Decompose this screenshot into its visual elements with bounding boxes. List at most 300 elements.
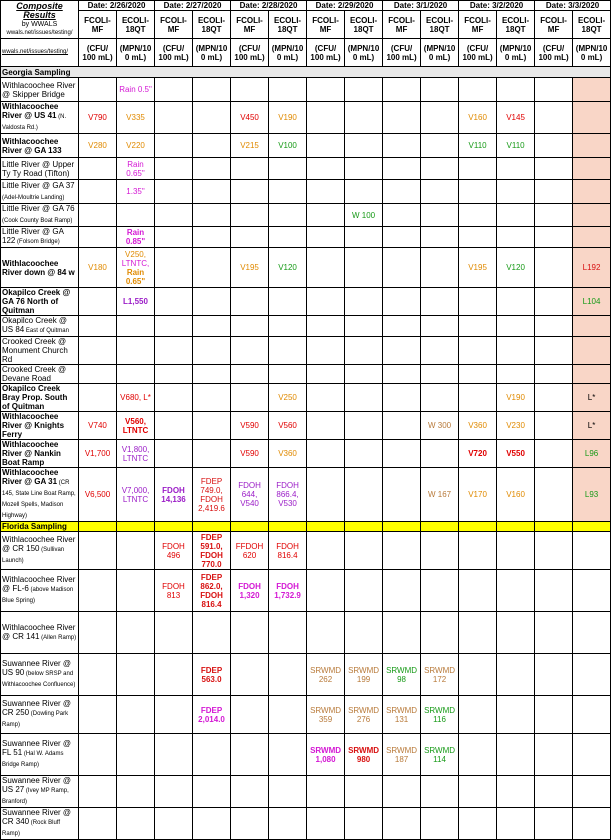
value-cell — [535, 337, 573, 365]
value-cell — [79, 384, 117, 412]
site-name — [1, 808, 79, 840]
value-cell — [383, 158, 421, 180]
value-cell — [345, 570, 383, 612]
value-cell — [79, 158, 117, 180]
value-cell — [193, 612, 231, 654]
value-cell — [345, 227, 383, 248]
value-text: V220 — [126, 141, 145, 150]
site-label: Withlacoochee River @ Skipper Bridge — [2, 80, 76, 99]
value-cell — [383, 248, 421, 288]
value-cell — [459, 316, 497, 337]
value-cell — [307, 365, 345, 384]
value-cell — [573, 776, 611, 808]
value-text: V720 — [468, 449, 487, 458]
value-text: V550 — [506, 449, 525, 458]
table-row — [1, 734, 611, 776]
site-name — [1, 134, 79, 158]
value-cell — [383, 440, 421, 468]
value-text: V590 — [240, 421, 259, 430]
value-cell — [535, 532, 573, 570]
value-cell — [231, 440, 269, 468]
value-cell — [79, 532, 117, 570]
value-cell — [117, 288, 155, 316]
value-text: V740 — [88, 421, 107, 430]
value-text: W 100 — [351, 210, 376, 220]
value-cell — [231, 808, 269, 840]
unit-header: (MPN/10 0 mL) — [345, 39, 383, 67]
value-cell — [155, 316, 193, 337]
value-cell — [345, 734, 383, 776]
unit-header: (CFU/ 100 mL) — [383, 39, 421, 67]
column-header-col-a: FCOLI-MF — [459, 11, 497, 39]
value-cell — [497, 365, 535, 384]
value-cell — [535, 570, 573, 612]
site-label: Suwannee River @ CR 340 — [2, 808, 72, 826]
value-text: 1.35" — [126, 187, 145, 196]
value-cell — [421, 316, 459, 337]
value-cell — [231, 248, 269, 288]
value-cell — [535, 808, 573, 840]
table-row — [1, 654, 611, 696]
value-text: V250 — [278, 393, 297, 402]
value-cell — [459, 365, 497, 384]
value-cell — [459, 734, 497, 776]
value-cell — [79, 365, 117, 384]
value-cell — [307, 180, 345, 204]
value-cell — [231, 134, 269, 158]
value-cell — [79, 734, 117, 776]
site-name — [1, 78, 79, 102]
site-sublabel: (Dowling Park Ramp) — [2, 711, 69, 728]
value-cell — [193, 337, 231, 365]
value-cell — [155, 78, 193, 102]
value-text: V190 — [506, 393, 525, 402]
value-cell — [193, 248, 231, 288]
value-cell — [117, 412, 155, 440]
value-cell — [383, 316, 421, 337]
value-cell — [421, 440, 459, 468]
value-cell — [307, 734, 345, 776]
value-cell — [231, 776, 269, 808]
site-sublabel: (N. Valdosta Rd.) — [2, 114, 67, 131]
value-cell — [383, 696, 421, 734]
value-cell — [459, 158, 497, 180]
value-text: SRWMD 98 — [386, 665, 418, 684]
column-header-col-a: FCOLI-MF — [79, 11, 117, 39]
value-text: SRWMD 114 — [424, 745, 456, 764]
value-text: V190 — [278, 113, 297, 122]
section-fill — [383, 522, 421, 532]
site-label: Little River @ GA 122 — [2, 227, 64, 245]
value-cell — [193, 384, 231, 412]
site-sublabel: (Hal W. Adams Bridge Ramp) — [2, 751, 64, 768]
table-row — [1, 532, 611, 570]
value-cell — [155, 248, 193, 288]
value-cell — [573, 384, 611, 412]
value-cell — [459, 248, 497, 288]
site-label: Withlacoochee River @ US 41 — [2, 102, 59, 120]
value-cell — [345, 440, 383, 468]
value-cell — [117, 570, 155, 612]
value-cell — [497, 288, 535, 316]
value-text: FDOH 1,320 — [238, 581, 261, 600]
value-cell — [307, 248, 345, 288]
date-header-3: Date: 2/29/2020 — [307, 1, 383, 11]
table-row — [1, 365, 611, 384]
column-header-col-b: ECOLI-18QT — [421, 11, 459, 39]
value-text: FDOH 496 — [162, 541, 185, 560]
value-cell — [269, 248, 307, 288]
value-cell — [269, 158, 307, 180]
value-cell — [383, 384, 421, 412]
value-part: LTNTC, — [121, 258, 150, 268]
date-header-0: Date: 2/26/2020 — [79, 1, 155, 11]
value-cell — [383, 78, 421, 102]
value-cell — [231, 227, 269, 248]
value-cell — [307, 440, 345, 468]
site-sublabel: (CR 145, State Line Boat Ramp, Mozell Spells, Madison Highway) — [2, 480, 76, 519]
value-cell — [345, 532, 383, 570]
value-cell — [573, 248, 611, 288]
value-text: V120 — [506, 263, 525, 272]
value-text: FDOH 644, V540 — [238, 481, 261, 508]
value-cell — [497, 696, 535, 734]
value-cell — [117, 696, 155, 734]
value-cell — [79, 440, 117, 468]
value-cell — [459, 227, 497, 248]
value-cell — [497, 316, 535, 337]
value-cell — [497, 78, 535, 102]
table-row — [1, 440, 611, 468]
value-cell — [497, 158, 535, 180]
section-fill — [155, 522, 193, 532]
value-cell — [535, 365, 573, 384]
value-cell — [383, 288, 421, 316]
value-text: FDEP 563.0 — [200, 665, 223, 684]
unit-header: (CFU/ 100 mL) — [231, 39, 269, 67]
value-cell — [345, 158, 383, 180]
value-cell — [459, 412, 497, 440]
value-cell — [231, 654, 269, 696]
site-name — [1, 654, 79, 696]
value-cell — [573, 532, 611, 570]
value-cell — [269, 78, 307, 102]
table-row — [1, 808, 611, 840]
value-cell — [421, 78, 459, 102]
value-cell — [459, 696, 497, 734]
value-cell — [79, 612, 117, 654]
site-name — [1, 204, 79, 227]
value-cell — [269, 532, 307, 570]
value-cell — [307, 158, 345, 180]
url-link[interactable]: wwals.net/issues/testing/ — [1, 39, 79, 67]
value-cell — [155, 337, 193, 365]
value-cell — [535, 412, 573, 440]
value-cell — [193, 78, 231, 102]
value-cell — [383, 776, 421, 808]
value-text: V560, LTNTC — [122, 416, 149, 435]
value-cell — [421, 776, 459, 808]
section-florida: Florida Sampling — [1, 522, 79, 532]
section-fill — [497, 522, 535, 532]
unit-header: (MPN/10 0 mL) — [269, 39, 307, 67]
column-header-col-b: ECOLI-18QT — [573, 11, 611, 39]
site-label: Withlacoochee River @ FL-6 — [2, 575, 76, 593]
value-cell — [307, 696, 345, 734]
value-cell — [193, 570, 231, 612]
value-cell — [117, 654, 155, 696]
value-text: W 300 — [428, 421, 452, 430]
value-cell — [573, 227, 611, 248]
value-cell — [155, 808, 193, 840]
value-cell — [535, 134, 573, 158]
value-text: FDOH 14,136 — [161, 485, 186, 504]
value-text: FDOH 1,732.9 — [274, 581, 301, 600]
value-cell — [459, 570, 497, 612]
column-header-col-a: FCOLI-MF — [231, 11, 269, 39]
value-text: FDOH 816.4 — [276, 541, 299, 560]
value-cell — [155, 102, 193, 134]
site-label: Crooked Creek @ Monument Church Rd — [2, 337, 68, 364]
value-text: L* — [587, 421, 596, 430]
table-row — [1, 412, 611, 440]
value-cell — [117, 204, 155, 227]
site-name — [1, 776, 79, 808]
value-cell — [231, 412, 269, 440]
value-cell — [421, 180, 459, 204]
date-header-5: Date: 3/2/2020 — [459, 1, 535, 11]
value-cell — [573, 102, 611, 134]
value-cell — [155, 134, 193, 158]
value-cell — [155, 654, 193, 696]
value-cell — [535, 78, 573, 102]
value-cell — [535, 384, 573, 412]
value-cell — [117, 337, 155, 365]
value-text: V590 — [240, 449, 259, 458]
value-cell — [497, 468, 535, 522]
value-cell — [269, 365, 307, 384]
value-cell — [421, 570, 459, 612]
unit-header: (MPN/10 0 mL) — [421, 39, 459, 67]
value-cell — [117, 734, 155, 776]
value-text: FDEP 2,014.0 — [198, 705, 225, 724]
site-label: Okapilco Creek Bray Prop. South of Quitman — [2, 384, 68, 411]
value-cell — [155, 468, 193, 522]
site-label: Withlacoochee River @ GA 31 — [2, 468, 59, 486]
value-text: V450 — [240, 113, 259, 122]
site-label: Suwannee River @ US 90 — [2, 659, 72, 677]
value-cell — [269, 570, 307, 612]
value-cell — [79, 288, 117, 316]
value-cell — [345, 412, 383, 440]
value-text: L1,550 — [123, 297, 148, 306]
date-header-4: Date: 3/1/2020 — [383, 1, 459, 11]
value-cell — [535, 180, 573, 204]
value-cell — [193, 412, 231, 440]
value-cell — [573, 180, 611, 204]
value-cell — [155, 384, 193, 412]
value-text: V280 — [88, 141, 107, 150]
section-fill — [535, 522, 573, 532]
value-cell — [231, 288, 269, 316]
value-cell — [79, 412, 117, 440]
site-label: Suwannee River @ US 27 — [2, 776, 72, 794]
value-cell — [459, 808, 497, 840]
value-cell — [79, 570, 117, 612]
value-cell — [231, 612, 269, 654]
value-cell — [383, 227, 421, 248]
value-cell — [117, 158, 155, 180]
section-fill — [269, 522, 307, 532]
value-cell — [421, 654, 459, 696]
value-cell — [535, 316, 573, 337]
value-cell — [231, 204, 269, 227]
value-cell — [155, 365, 193, 384]
site-name — [1, 316, 79, 337]
value-cell — [307, 316, 345, 337]
value-cell — [79, 227, 117, 248]
value-text: V180 — [88, 263, 107, 272]
table-row — [1, 468, 611, 522]
value-cell — [383, 204, 421, 227]
value-cell — [497, 776, 535, 808]
value-cell — [269, 654, 307, 696]
site-name — [1, 468, 79, 522]
value-text: V1,800, LTNTC — [121, 444, 150, 463]
value-cell — [535, 654, 573, 696]
value-cell — [117, 612, 155, 654]
value-cell — [193, 365, 231, 384]
value-cell — [573, 570, 611, 612]
value-text: SRWMD 1,080 — [310, 745, 342, 764]
value-text: FDEP 862.0, FDOH 816.4 — [200, 572, 223, 609]
value-text: V215 — [240, 141, 259, 150]
value-cell — [535, 696, 573, 734]
value-cell — [79, 78, 117, 102]
value-text: V6,500 — [84, 490, 111, 499]
site-name — [1, 365, 79, 384]
value-cell — [155, 440, 193, 468]
value-text: V100 — [278, 141, 297, 150]
value-text: V145 — [506, 113, 525, 122]
site-name — [1, 440, 79, 468]
value-cell — [573, 440, 611, 468]
table-row — [1, 180, 611, 204]
value-cell — [117, 468, 155, 522]
value-cell — [231, 384, 269, 412]
value-cell — [421, 412, 459, 440]
value-cell — [79, 204, 117, 227]
column-header-col-a: FCOLI-MF — [535, 11, 573, 39]
value-cell — [383, 365, 421, 384]
value-part: Rain 0.65" — [125, 267, 146, 286]
value-cell — [497, 808, 535, 840]
value-cell — [231, 570, 269, 612]
table-row — [1, 570, 611, 612]
value-text: V7,000, LTNTC — [121, 485, 150, 504]
value-text: V170 — [468, 490, 487, 499]
value-cell — [269, 288, 307, 316]
value-cell — [79, 337, 117, 365]
value-cell — [383, 808, 421, 840]
site-label: Little River @ Upper Ty Ty Road (Tifton) — [2, 159, 75, 178]
value-cell — [497, 440, 535, 468]
column-header-col-a: FCOLI-MF — [383, 11, 421, 39]
column-header-col-b: ECOLI-18QT — [497, 11, 535, 39]
value-cell — [193, 134, 231, 158]
value-cell — [269, 468, 307, 522]
value-cell — [117, 248, 155, 288]
section-fill — [345, 522, 383, 532]
site-name — [1, 612, 79, 654]
value-cell — [535, 158, 573, 180]
value-cell — [155, 734, 193, 776]
value-text: V790 — [88, 113, 107, 122]
section-fill — [193, 522, 231, 532]
value-cell — [383, 468, 421, 522]
value-cell — [269, 102, 307, 134]
value-cell — [497, 180, 535, 204]
value-text: FDEP 749.0, FDOH 2,419.6 — [198, 476, 225, 513]
value-text: SRWMD 187 — [386, 745, 418, 764]
value-cell — [345, 612, 383, 654]
value-cell — [459, 180, 497, 204]
value-cell — [307, 78, 345, 102]
unit-header: (MPN/10 0 mL) — [117, 39, 155, 67]
value-cell — [307, 384, 345, 412]
value-cell — [535, 204, 573, 227]
value-text: L96 — [584, 449, 599, 458]
table-row — [1, 78, 611, 102]
value-cell — [307, 227, 345, 248]
value-text: V160 — [468, 113, 487, 122]
date-header-1: Date: 2/27/2020 — [155, 1, 231, 11]
value-cell — [269, 612, 307, 654]
unit-header: (MPN/10 0 mL) — [497, 39, 535, 67]
value-text: SRWMD 359 — [310, 705, 342, 724]
site-label: Crooked Creek @ Devane Road — [2, 365, 67, 383]
value-cell — [421, 227, 459, 248]
value-cell — [307, 134, 345, 158]
value-text: V360 — [278, 449, 297, 458]
table-row — [1, 384, 611, 412]
value-cell — [459, 384, 497, 412]
site-name — [1, 180, 79, 204]
value-cell — [535, 612, 573, 654]
value-cell — [231, 158, 269, 180]
value-cell — [573, 288, 611, 316]
site-name — [1, 227, 79, 248]
site-label: Withlacoochee River @ CR 150 — [2, 535, 76, 553]
value-cell — [459, 612, 497, 654]
value-text: FDOH 866.4, V530 — [276, 481, 299, 508]
value-cell — [497, 734, 535, 776]
value-cell — [573, 412, 611, 440]
unit-header: (CFU/ 100 mL) — [307, 39, 345, 67]
value-cell — [535, 776, 573, 808]
value-cell — [79, 696, 117, 734]
value-cell — [307, 532, 345, 570]
value-text: SRWMD 131 — [386, 705, 418, 724]
section-fill — [231, 522, 269, 532]
value-cell — [459, 532, 497, 570]
value-text: SRWMD 276 — [348, 705, 380, 724]
site-label: Little River @ GA 37 — [2, 180, 75, 190]
unit-header: (CFU/ 100 mL) — [535, 39, 573, 67]
table-row — [1, 102, 611, 134]
site-name — [1, 158, 79, 180]
value-cell — [231, 365, 269, 384]
